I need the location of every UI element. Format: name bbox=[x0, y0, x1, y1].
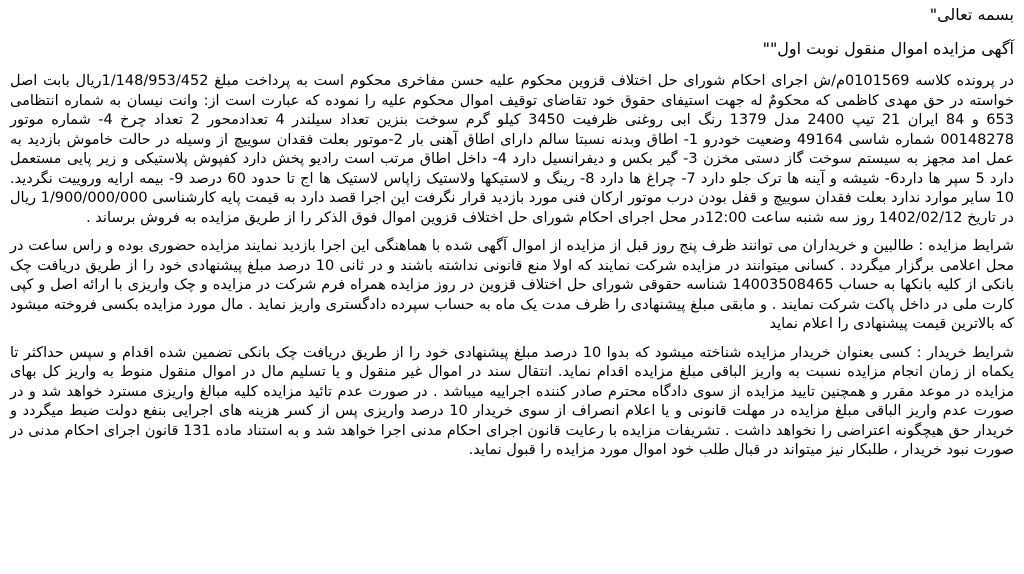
buyer-conditions-paragraph: شرایط خریدار : کسی بعنوان خریدار مزایده شناخته میشود که بدوا 10 درصد مبلغ پیشنهادی خود را از طریق دریافت چک بانکی تضمین شده اقدام و سپس حداکثر تا یکماه از زمان انجام مزایده نسبت به واریز الباقی مبلغ مزایده اقدام نماید. انتقال سند در اموال غیر منقول و یا تسلیم مال در اموال منقول منوط به واریز کل بهای مزایده در موعد مقرر و همچنین تایید مزایده از سوی دادگاه محترم صادر کننده اجراییه میباشد . در صورت عدم تائید مزایده کلیه مبالغ واریزی مسترد خواهد شد و در صورت عدم واریز الباقی مبلغ مزایده در مهلت قانونی و یا اعلام انصراف از سوی خریدار 10 درصد واریزی پس از کسر هزینه های اجرایی بنفع دولت ضبط میگردد و خریدار حق هیچگونه اعتراضی را نخواهد داشت . تشریفات مزایده با رعایت قانون اجرای احکام مدنی اجرا خواهد شد و به استناد ماده 131 قانون اجرای احکام مدنی در صورت نبود خریدار ، طلبکار نیز میتواند در قبال طلب خود اموال مورد مزایده را قبول نماید. bbox=[10, 344, 1015, 458]
notice-title: آگهی مزایده اموال منقول نوبت اول"" bbox=[762, 39, 1014, 58]
bismillah-heading: بسمه تعالی" bbox=[929, 5, 1014, 24]
auction-conditions-paragraph: شرایط مزایده : طالبین و خریداران می توانند ظرف پنج روز قبل از مزایده از اموال آگهی شده با هماهنگی این اجرا بازدید نمایند مزایده حضوری بوده و راس ساعت در محل اعلامی برگزار میگردد . کسانی میتوانند در مزایده شرکت نمایند که اولا منع قانونی نداشته باشند و در ثانی 10 درصد مبلغ پیشنهادی خود را از طریق دریافت چک بانکی از کلیه بانکها به حساب 14003508465 شناسه حقوقی شورای حل اختلاف قزوین در روز مزایده همراه فرم شرکت در مزایده و چک واریزی با ارائه اصل و کپی کارت ملی در داخل پاکت شرکت نمایند . و مابقی مبلغ پیشنهادی را ظرف مدت یک ماه به حساب سپرده دادگستری واریز نماید . مال مورد مزایده بکسی فروخته میشود که بالاترین قیمت پیشنهادی را اعلام نماید bbox=[10, 238, 1014, 332]
case-description-paragraph: در پرونده کلاسه 0101569م/ش اجرای احکام شورای حل اختلاف قزوین محکوم علیه حسن مفاخری محکوم است به پرداخت مبلغ 1/148/953/452ریال بابت اصل خواسته در حق مهدی کاظمی که محکومٌ له جهت استیفای حقوق خود تقاضای توقیف اموال محکوم علیه را نموده که عبارت است از: وانت نیسان به شماره انتظامی 653 و 84 ایران 21 تیپ 2400 مدل 1379 رنگ ابی روغنی ظرفیت 3450 کیلو گرم سوخت بنزین تعداد سیلندر 4 تعدادمحور 2 تعداد چرخ 4- شماره موتور 00148278 شماره شاسی 49164 وضعیت خودرو 1- اطاق وبدنه نسبتا سالم دارای اطاق آهنی بار 2-موتور بعلت فقدان سوییچ از وسیله در حالت خاموش بازدید به عمل امد مجهز به سیستم سوخت گاز دستی مخزن 3- گیر بکس و دیفرانسیل دارد 4- داخل اطاق مرتب است رادیو پخش دارد کفپوش پلاستیکی و زیر پایی مستعمل دارد 5 سپر ها دارد6- شیشه و آینه ها ترک جلو دارد 7- چراغ ها دارد 8- رینگ و لاستیکها ولاستیک زاپاس لاستیک ها اج تا حدود 60 درصد 9- بیمه ارایه وروییت نگردید. 10 سایر موارد ندارد بعلت فقدان سوییچ و قفل بودن درب موتور ارکان فنی مورد بازدید قرار نگرفت این اجرا قصد دارد به قیمت پایه کارشناسی 1/900/000/000 ریال در تاریخ 1402/02/12 روز سه شنبه ساعت 12:00در محل اجرای احکام شورای حل اختلاف قزوین اموال فوق الذکر را از طریق مزایده به فروش برساند . bbox=[10, 73, 1015, 226]
